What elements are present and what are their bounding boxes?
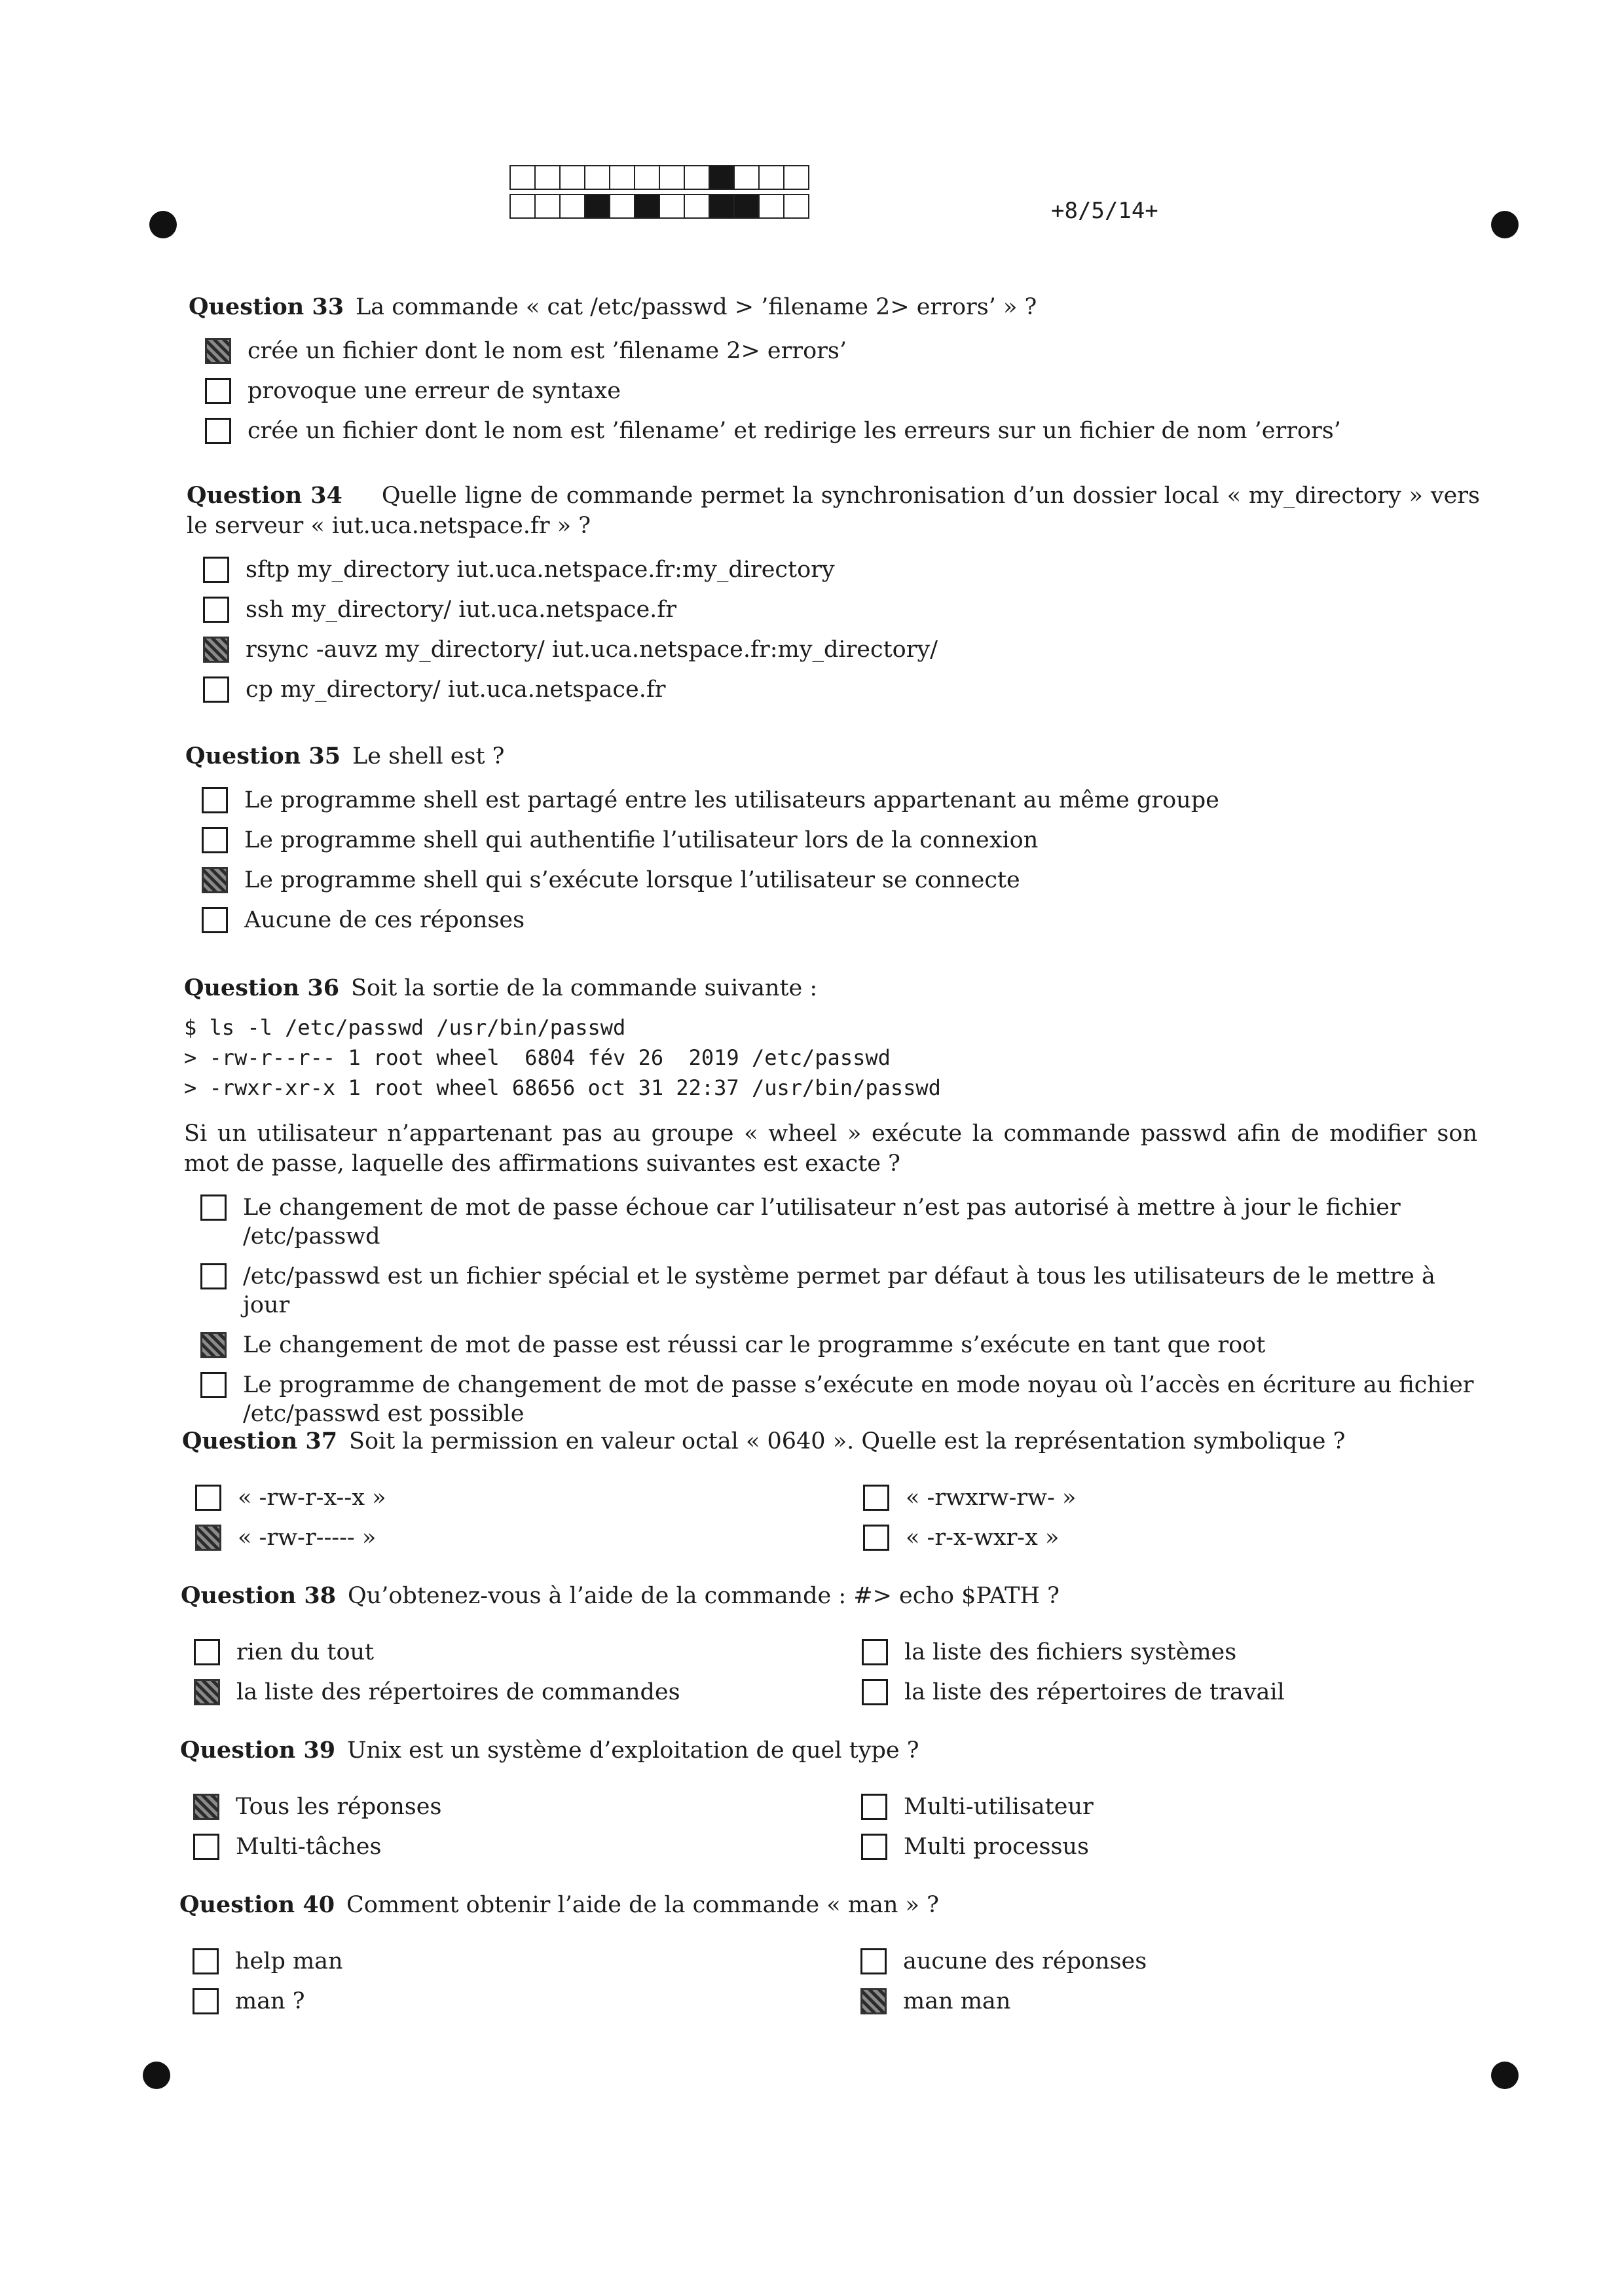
option-label: crée un fichier dont le nom est ’filename 2> errors’ [248, 338, 847, 364]
page-code-grid [509, 165, 808, 223]
code-row [509, 194, 808, 219]
option-label: Le changement de mot de passe est réussi car le programme s’exécute en tant que root [243, 1332, 1266, 1358]
page-id: +8/5/14+ [1051, 198, 1158, 224]
answer-option[interactable] [205, 417, 1482, 445]
code-cell [584, 165, 610, 190]
answer-option[interactable] [193, 1987, 860, 2016]
question-number: Question 38 [181, 1582, 337, 1609]
registration-mark-bottom-left [143, 2062, 170, 2089]
answer-option[interactable] [202, 906, 1479, 935]
option-label: Le programme shell qui authentifie l’utilisateur lors de la connexion [244, 827, 1039, 853]
question-number: Question 34 [187, 482, 342, 509]
checkbox[interactable] [861, 1794, 887, 1820]
option-label: Multi processus [904, 1834, 1089, 1860]
options-grid [193, 1936, 1473, 2016]
question-number: Question 35 [185, 743, 341, 769]
checkbox[interactable] [863, 1525, 889, 1551]
option-label: Le changement de mot de passe échoue car l’utilisateur n’est pas autorisé à mettre à jour le fichier /etc/passwd [243, 1194, 1401, 1250]
answer-option[interactable] [200, 1262, 1477, 1320]
options-grid [194, 1627, 1474, 1707]
answer-option[interactable] [860, 1987, 1450, 2016]
code-cell-filled [634, 194, 660, 219]
option-label: aucune des réponses [903, 1948, 1147, 1974]
registration-mark-top-left [149, 211, 177, 238]
option-label: « -rwxrw-rw- » [906, 1485, 1077, 1511]
code-cell [684, 165, 710, 190]
command-output: $ ls -l /etc/passwd /usr/bin/passwd > -rw-r--r-- 1 root wheel 6804 fév 26 2019 /etc/passwd > -rwxr-xr-x 1 root wheel 68656 oct 31 22:37 /usr/bin/passwd [184, 1015, 941, 1100]
answer-option[interactable] [205, 377, 1482, 405]
option-label: /etc/passwd est un fichier spécial et le système permet par défaut à tous les utilisateurs de le mettre à jour [243, 1263, 1435, 1318]
answer-option[interactable] [200, 1331, 1477, 1360]
question-number: Question 40 [179, 1891, 335, 1918]
answer-option[interactable] [202, 866, 1479, 895]
checkbox[interactable] [193, 1834, 219, 1860]
options-grid [195, 1472, 1475, 1552]
option-label: man man [903, 1988, 1011, 2014]
checkbox-checked[interactable] [194, 1679, 220, 1705]
code-cell-filled [733, 194, 760, 219]
code-cell [733, 165, 760, 190]
answer-option[interactable] [861, 1832, 1450, 1861]
option-label: cp my_directory/ iut.uca.netspace.fr [246, 676, 666, 703]
option-label: rsync -auvz my_directory/ iut.uca.netspace.fr:my_directory/ [246, 637, 938, 663]
option-label: man ? [235, 1988, 305, 2014]
code-cell [659, 165, 685, 190]
checkbox[interactable] [863, 1485, 889, 1511]
option-label: Le programme shell est partagé entre les utilisateurs appartenant au même groupe [244, 787, 1219, 813]
question-text: Unix est un système d’exploitation de quel type ? [347, 1737, 919, 1764]
code-row [509, 165, 808, 190]
option-label: crée un fichier dont le nom est ’filename’ et redirige les erreurs sur un fichier de nom ’errors’ [248, 418, 1341, 444]
option-label: Le programme de changement de mot de passe s’exécute en mode noyau où l’accès en écriture au fichier /etc/passwd est possible [243, 1372, 1474, 1427]
question-number: Question 39 [180, 1737, 336, 1764]
checkbox-checked[interactable] [200, 1332, 227, 1358]
option-label: Aucune de ces réponses [244, 907, 525, 933]
question-text: Soit la sortie de la commande suivante : [351, 975, 818, 1001]
option-label: « -rw-r----- » [238, 1525, 377, 1551]
question-36 [184, 973, 1477, 1428]
option-label: Le programme shell qui s’exécute lorsque l’utilisateur se connecte [244, 867, 1020, 893]
option-label: la liste des répertoires de travail [904, 1679, 1285, 1705]
answer-option[interactable] [200, 1371, 1477, 1428]
answer-option[interactable] [863, 1483, 1452, 1512]
answer-option[interactable] [203, 635, 1480, 664]
options-list [200, 1193, 1477, 1428]
options-grid [193, 1781, 1473, 1861]
option-label: provoque une erreur de syntaxe [248, 378, 621, 404]
checkbox[interactable] [200, 1194, 227, 1221]
question-text: Comment obtenir l’aide de la commande « man » ? [346, 1892, 939, 1918]
answer-option[interactable] [203, 555, 1480, 584]
code-cell-filled [709, 194, 735, 219]
option-label: sftp my_directory iut.uca.netspace.fr:my_directory [246, 557, 835, 583]
checkbox-checked[interactable] [193, 1794, 219, 1820]
checkbox[interactable] [202, 787, 228, 813]
checkbox[interactable] [862, 1679, 888, 1705]
answer-option[interactable] [200, 1193, 1477, 1251]
options-list [202, 786, 1479, 935]
question-number: Question 37 [182, 1428, 338, 1454]
answer-option[interactable] [193, 1832, 861, 1861]
checkbox[interactable] [193, 1948, 219, 1974]
code-cell [609, 165, 635, 190]
question-33 [189, 292, 1482, 445]
question-paragraph: Si un utilisateur n’appartenant pas au groupe « wheel » exécute la commande passwd afin de modifier son mot de passe, laquelle des affirmations suivantes est exacte ? [184, 1120, 1477, 1177]
code-cell [758, 194, 784, 219]
answer-option[interactable] [193, 1792, 861, 1821]
question-38 [181, 1581, 1474, 1707]
question-34 [187, 481, 1480, 704]
code-cell [783, 165, 809, 190]
checkbox[interactable] [203, 557, 229, 583]
checkbox[interactable] [862, 1639, 888, 1665]
checkbox-checked[interactable] [205, 338, 231, 364]
option-label: « -rw-r-x--x » [238, 1485, 386, 1511]
answer-option[interactable] [195, 1483, 863, 1512]
checkbox[interactable] [193, 1988, 219, 2014]
option-label: rien du tout [236, 1639, 375, 1665]
code-cell [659, 194, 685, 219]
question-text: Soit la permission en valeur octal « 0640 ». Quelle est la représentation symbolique ? [349, 1428, 1346, 1454]
answer-option[interactable] [863, 1523, 1452, 1552]
answer-option[interactable] [193, 1947, 860, 1976]
code-cell [559, 194, 585, 219]
code-cell [559, 165, 585, 190]
checkbox[interactable] [202, 827, 228, 853]
code-cell-filled [584, 194, 610, 219]
answer-option[interactable] [205, 337, 1482, 365]
answer-option[interactable] [860, 1947, 1450, 1976]
code-cell [758, 165, 784, 190]
option-label: Tous les réponses [236, 1794, 442, 1820]
answer-option[interactable] [203, 595, 1480, 624]
answer-option[interactable] [202, 786, 1479, 815]
registration-mark-bottom-right [1491, 2062, 1519, 2089]
option-label: help man [235, 1948, 343, 1974]
answer-option[interactable] [195, 1523, 863, 1552]
checkbox[interactable] [200, 1372, 227, 1398]
question-37 [182, 1426, 1475, 1552]
code-cell [534, 194, 561, 219]
answer-option[interactable] [203, 675, 1480, 704]
code-cell [609, 194, 635, 219]
checkbox-checked[interactable] [203, 637, 229, 663]
answer-option[interactable] [194, 1678, 862, 1707]
checkbox[interactable] [205, 378, 231, 404]
checkbox[interactable] [860, 1948, 887, 1974]
code-cell [783, 194, 809, 219]
checkbox[interactable] [861, 1834, 887, 1860]
question-35 [185, 741, 1479, 935]
option-label: Multi-tâches [236, 1834, 382, 1860]
question-39 [180, 1735, 1473, 1861]
answer-option[interactable] [862, 1638, 1451, 1667]
answer-option[interactable] [194, 1638, 862, 1667]
options-list [203, 555, 1480, 704]
answer-option[interactable] [202, 826, 1479, 855]
checkbox-checked[interactable] [195, 1525, 221, 1551]
registration-mark-top-right [1491, 211, 1519, 238]
question-number: Question 33 [189, 293, 344, 320]
checkbox[interactable] [203, 597, 229, 623]
checkbox[interactable] [205, 418, 231, 444]
question-text: Quelle ligne de commande permet la synchronisation d’un dossier local « my_directory » vers le serveur « iut.uca.netspace.fr » ? [187, 483, 1480, 539]
question-40 [179, 1890, 1473, 2016]
code-cell [509, 165, 536, 190]
question-text: La commande « cat /etc/passwd > ’filename 2> errors’ » ? [356, 294, 1037, 320]
checkbox[interactable] [203, 676, 229, 703]
option-label: la liste des répertoires de commandes [236, 1679, 680, 1705]
checkbox[interactable] [202, 907, 228, 933]
checkbox[interactable] [200, 1263, 227, 1289]
answer-option[interactable] [861, 1792, 1450, 1821]
code-cell [634, 165, 660, 190]
code-cell [534, 165, 561, 190]
code-cell [509, 194, 536, 219]
option-label: la liste des fichiers systèmes [904, 1639, 1237, 1665]
options-list [205, 337, 1482, 445]
answer-option[interactable] [862, 1678, 1451, 1707]
checkbox[interactable] [195, 1485, 221, 1511]
checkbox-checked[interactable] [860, 1988, 887, 2014]
option-label: « -r-x-wxr-x » [906, 1525, 1060, 1551]
code-cell [684, 194, 710, 219]
question-text: Qu’obtenez-vous à l’aide de la commande : #> echo $PATH ? [348, 1583, 1060, 1609]
option-label: ssh my_directory/ iut.uca.netspace.fr [246, 597, 676, 623]
question-number: Question 36 [184, 974, 340, 1001]
checkbox[interactable] [194, 1639, 220, 1665]
question-text: Le shell est ? [352, 743, 505, 769]
checkbox-checked[interactable] [202, 867, 228, 893]
option-label: Multi-utilisateur [904, 1794, 1094, 1820]
code-cell-filled [709, 165, 735, 190]
